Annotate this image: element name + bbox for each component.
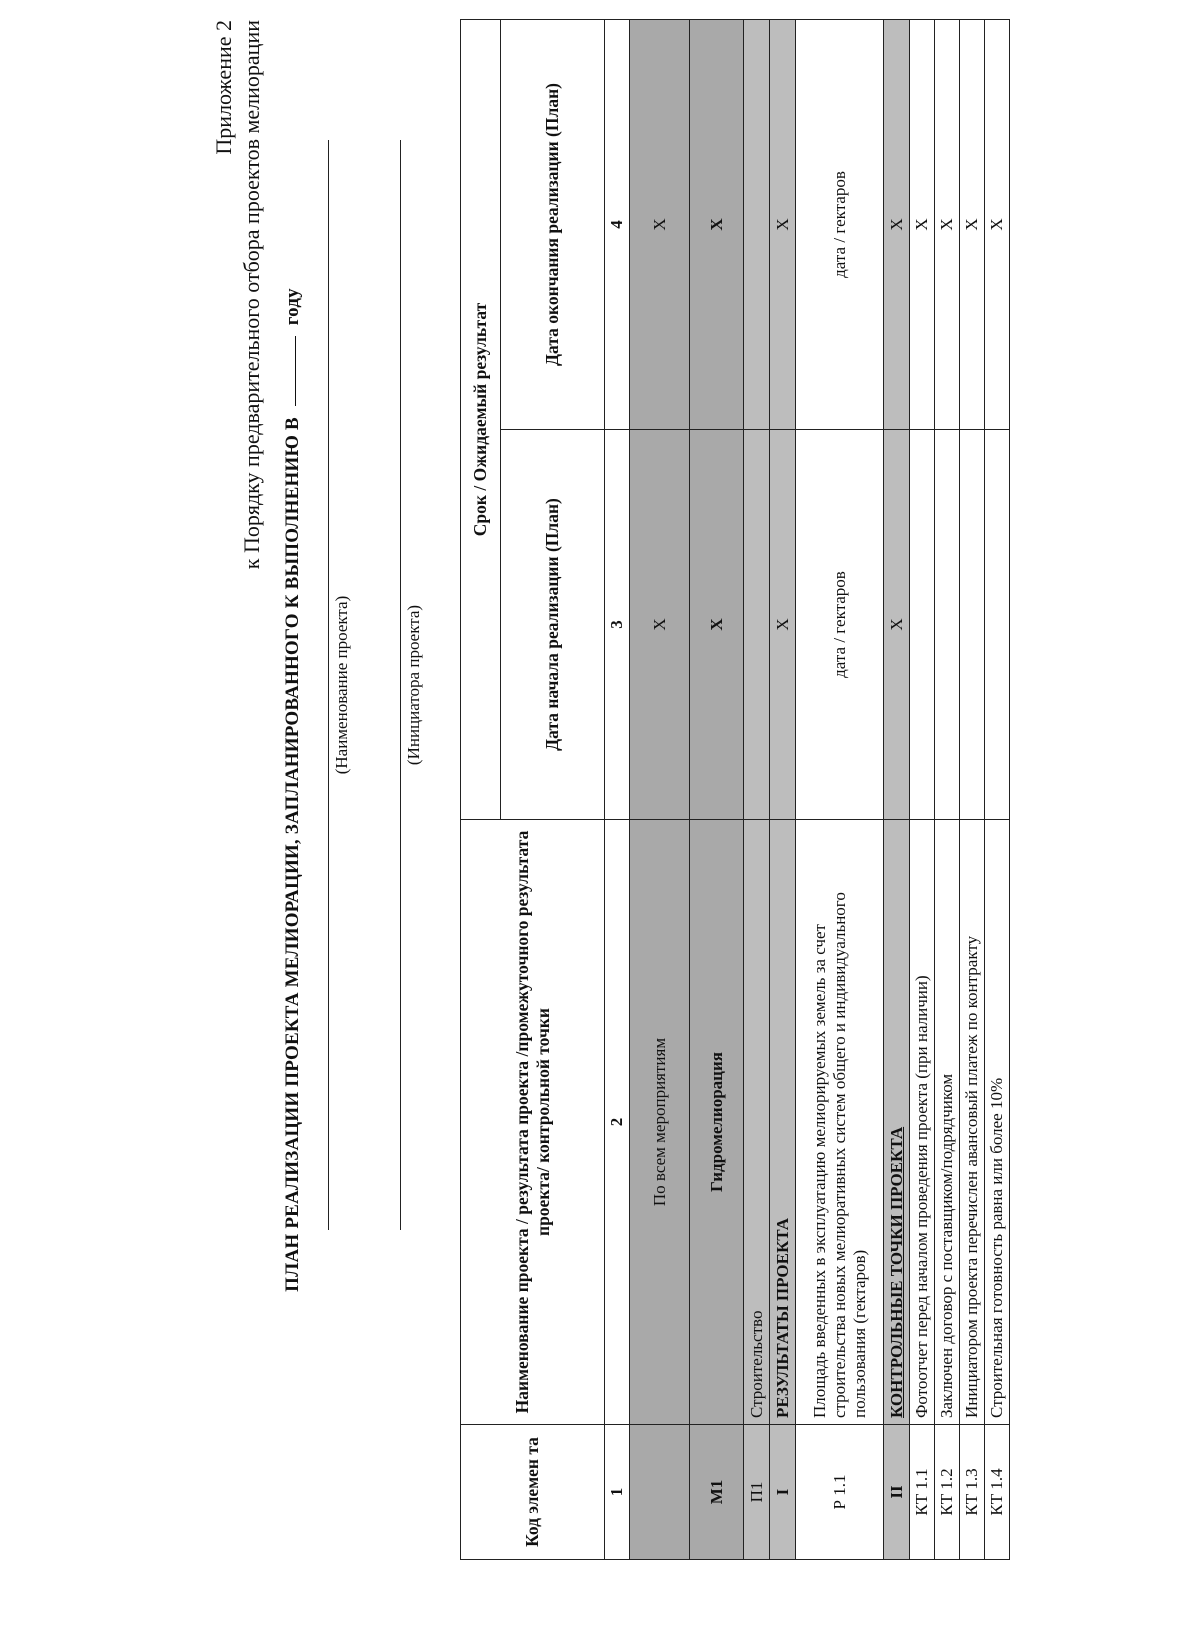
row-name: Фотоотчет перед началом проведения проекта (при наличии): [910, 820, 935, 1425]
appendix-note: [210, 20, 266, 1020]
row-end: X: [910, 19, 935, 429]
col-number: 3: [605, 430, 630, 820]
document-sheet: [210, 20, 1200, 1560]
row-name: Строительная готовность равна или более 10%: [985, 820, 1010, 1425]
column-number-row: [605, 19, 630, 1559]
row-name: Инициатором проекта перечислен авансовый платеж по контракту: [960, 820, 985, 1425]
document-title: [282, 20, 304, 1560]
row-end: X: [935, 19, 960, 429]
row-name: Заключен договор с поставщиком/подрядчиком: [935, 820, 960, 1425]
table-row: [935, 19, 960, 1559]
row-start: X: [690, 430, 744, 820]
row-code: КТ 1.3: [960, 1425, 985, 1560]
row-start: [960, 430, 985, 820]
header-group: Срок / Ожидаемый результат: [461, 19, 501, 819]
header-end: Дата окончания реализации (План): [501, 19, 605, 429]
row-start: [985, 430, 1010, 820]
row-start: дата / гектаров: [796, 430, 884, 820]
row-end: X: [770, 19, 796, 429]
row-code: КТ 1.4: [985, 1425, 1010, 1560]
row-code: [630, 1425, 690, 1560]
project-name-line: [328, 140, 329, 1230]
col-number: 1: [605, 1425, 630, 1560]
row-code: КТ 1.1: [910, 1425, 935, 1560]
appendix-line-2: к Порядку предварительного отбора проектов мелиорации: [239, 20, 264, 570]
year-blank: [295, 336, 296, 406]
table-row: [796, 19, 884, 1559]
initiator-caption: (Инициатора проекта): [404, 604, 423, 766]
row-name: Строительство: [744, 820, 770, 1425]
initiator-line: [400, 140, 401, 1230]
project-name-caption: (Наименование проекта): [332, 595, 351, 775]
row-end: X: [690, 19, 744, 429]
row-code: II: [884, 1425, 910, 1560]
row-code: М1: [690, 1425, 744, 1560]
title-text: ПЛАН РЕАЛИЗАЦИИ ПРОЕКТА МЕЛИОРАЦИИ, ЗАПЛАНИРОВАННОГО К ВЫПОЛНЕНИЮ В: [282, 417, 303, 1292]
table-row: [630, 19, 690, 1559]
title-suffix: году: [282, 288, 303, 326]
table-row: [910, 19, 935, 1559]
header-name: Наименование проекта / результата проекта /промежуточного результата проекта/ контрольной точки: [461, 820, 605, 1425]
col-number: 2: [605, 820, 630, 1425]
table-row: [744, 19, 770, 1559]
row-start: [910, 430, 935, 820]
header-code: Код элемен та: [461, 1425, 605, 1560]
row-start: X: [884, 430, 910, 820]
row-name: Площадь введенных в эксплуатацию мелиорируемых земель за счет строительства новых мелиоративных систем общего и индивидуального пользования (гектаров): [796, 820, 884, 1425]
row-code: КТ 1.2: [935, 1425, 960, 1560]
table-row: [690, 19, 744, 1559]
appendix-line-1: Приложение 2: [211, 20, 236, 155]
table-row: [985, 19, 1010, 1559]
row-end: X: [960, 19, 985, 429]
row-end: X: [630, 19, 690, 429]
row-start: X: [630, 430, 690, 820]
table-row: [770, 19, 796, 1559]
col-number: 4: [605, 19, 630, 429]
row-end: X: [884, 19, 910, 429]
row-name: РЕЗУЛЬТАТЫ ПРОЕКТА: [770, 820, 796, 1425]
row-name: КОНТРОЛЬНЫЕ ТОЧКИ ПРОЕКТА: [884, 820, 910, 1425]
row-end: [744, 19, 770, 429]
row-start: [744, 430, 770, 820]
table-row: [884, 19, 910, 1559]
row-name: Гидромелиорация: [690, 820, 744, 1425]
row-code: П1: [744, 1425, 770, 1560]
row-code: Р 1.1: [796, 1425, 884, 1560]
header-start: Дата начала реализации (План): [501, 430, 605, 820]
row-end: X: [985, 19, 1010, 429]
row-name: По всем мероприятиям: [630, 820, 690, 1425]
table-row: [960, 19, 985, 1559]
row-start: [935, 430, 960, 820]
row-code: I: [770, 1425, 796, 1560]
row-end: дата / гектаров: [796, 19, 884, 429]
row-start: X: [770, 430, 796, 820]
plan-table: [460, 19, 1010, 1560]
